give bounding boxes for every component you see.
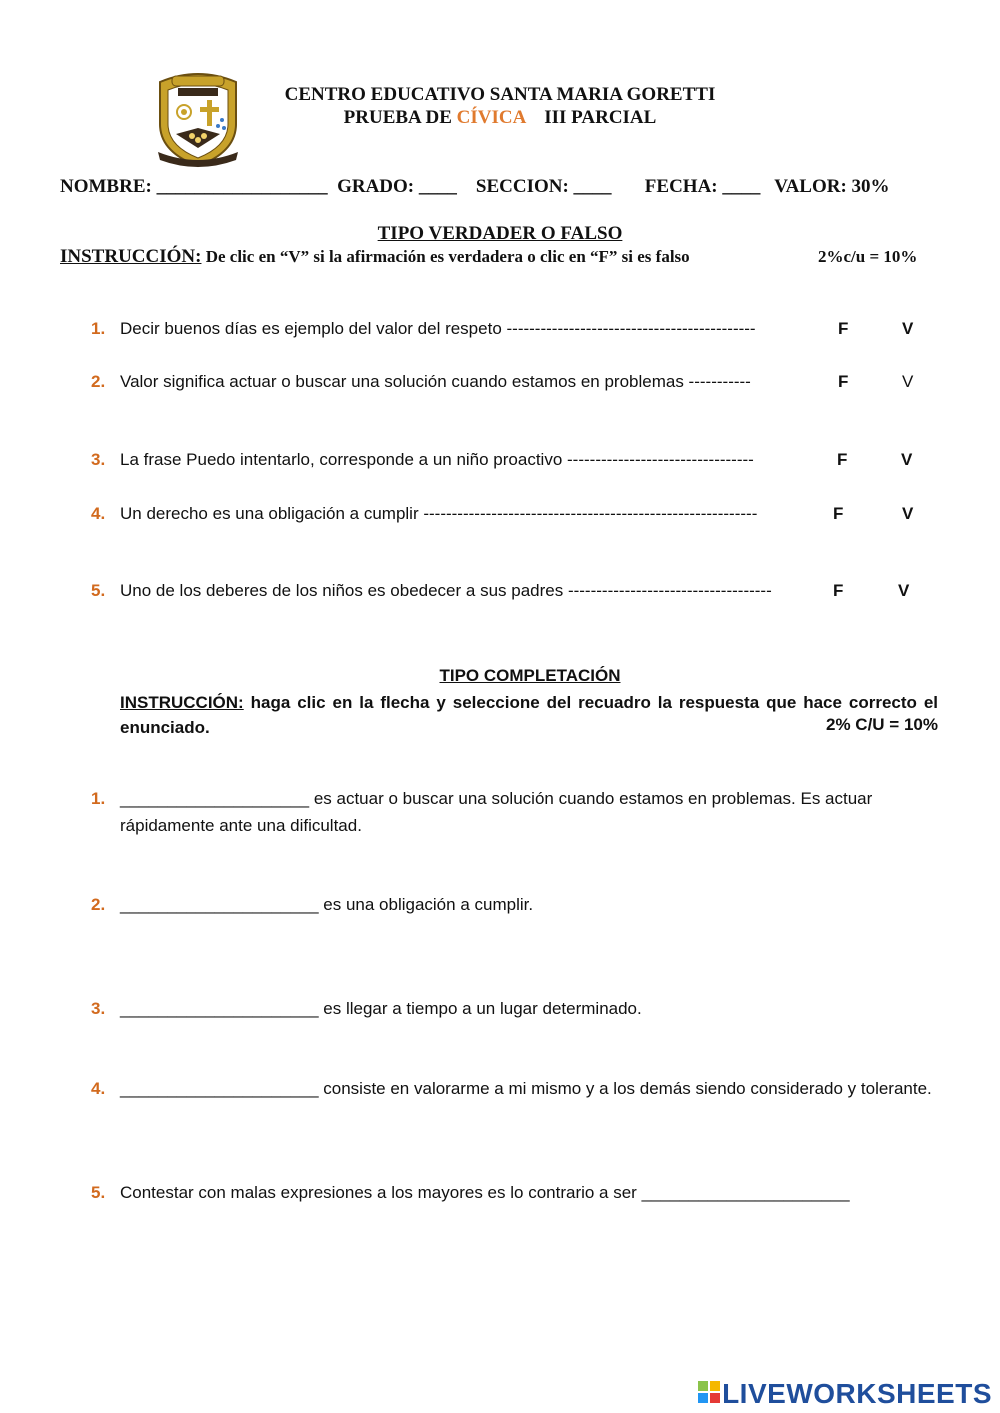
comp-text: es actuar o buscar una solución cuando estamos en problemas. Es actuar rápidamente ante una dificultad. [120, 789, 873, 835]
true-option[interactable]: V [902, 372, 914, 391]
tf-statement: Decir buenos días es ejemplo del valor del respeto -------------------------------------------- [120, 319, 756, 338]
false-option[interactable]: F [838, 372, 849, 391]
section1-points: 2%c/u = 10% [818, 247, 918, 266]
answer-dropdown[interactable]: _____________________ [120, 895, 319, 914]
tf-number: 1. [91, 319, 106, 338]
section2-instruction-text: haga clic en la flecha y seleccione del recuadro la respuesta que hace correcto el enunciado. [120, 693, 938, 737]
answer-dropdown[interactable]: _____________________ [120, 999, 319, 1018]
section2-points: 2% C/U = 10% [826, 715, 938, 734]
true-option[interactable]: V [902, 504, 914, 523]
comp-number: 3. [91, 999, 106, 1018]
comp-text: es llegar a tiempo a un lugar determinado. [318, 999, 642, 1018]
comp-statement [120, 1075, 940, 1102]
comp-statement [120, 891, 940, 918]
school-name: CENTRO EDUCATIVO SANTA MARIA GORETTI [284, 84, 716, 105]
nombre-field: NOMBRE: __________________ [60, 176, 328, 197]
section1-instruction [60, 246, 690, 268]
liveworksheets-logo-icon [698, 1381, 720, 1403]
student-info-line [60, 176, 890, 198]
comp-text: es una obligación a cumplir. [318, 895, 534, 914]
comp-statement [120, 785, 940, 839]
section1-instruction-text: De clic en “V” si la afirmación es verdadera o clic en “F” si es falso [201, 247, 690, 266]
false-option[interactable]: F [833, 504, 844, 523]
answer-dropdown[interactable]: ____________________ [120, 789, 310, 808]
section1-instruction-label: INSTRUCCIÓN: [60, 246, 202, 267]
tf-statement: Valor significa actuar o buscar una solución cuando estamos en problemas ----------- [120, 372, 751, 391]
tf-number: 4. [91, 504, 106, 523]
comp-number: 5. [91, 1183, 106, 1202]
comp-number: 4. [91, 1079, 106, 1098]
tf-number: 2. [91, 372, 106, 391]
section2-instruction-label: INSTRUCCIÓN: [120, 693, 244, 712]
answer-dropdown[interactable]: ______________________ [641, 1183, 850, 1202]
comp-statement [120, 1179, 940, 1206]
exam-prefix: PRUEBA DE [343, 107, 452, 128]
exam-title [0, 107, 1000, 129]
section2-title: TIPO COMPLETACIÓN [439, 666, 621, 685]
seccion-field: SECCION: ____ [475, 176, 612, 197]
tf-statement: La frase Puedo intentarlo, corresponde a un niño proactivo --------------------------------- [120, 450, 754, 469]
comp-text: Contestar con malas expresiones a los mayores es lo contrario a ser [120, 1183, 642, 1202]
false-option[interactable]: F [833, 581, 844, 600]
comp-text: consiste en valorarme a mi mismo y a los demás siendo considerado y tolerante. [318, 1079, 932, 1098]
tf-number: 3. [91, 450, 106, 469]
tf-statement: Uno de los deberes de los niños es obedecer a sus padres ------------------------------------ [120, 581, 772, 600]
liveworksheets-brand: LIVEWORKSHEETS [722, 1378, 992, 1409]
false-option[interactable]: F [837, 450, 848, 469]
section1-title: TIPO VERDADER O FALSO [377, 223, 623, 244]
comp-statement [120, 995, 940, 1022]
false-option[interactable]: F [838, 319, 849, 338]
answer-dropdown[interactable]: _____________________ [120, 1079, 319, 1098]
grado-field: GRADO: ____ [337, 176, 457, 197]
true-option[interactable]: V [898, 581, 910, 600]
exam-subject: CÍVICA [456, 107, 526, 128]
tf-number: 5. [91, 581, 106, 600]
true-option[interactable]: V [901, 450, 913, 469]
comp-number: 1. [91, 789, 106, 808]
comp-number: 2. [91, 895, 106, 914]
tf-statement: Un derecho es una obligación a cumplir ----------------------------------------------------------- [120, 504, 758, 523]
exam-parcial: III PARCIAL [544, 107, 657, 128]
valor-field: VALOR: 30% [774, 176, 890, 197]
true-option[interactable]: V [902, 319, 914, 338]
fecha-field: FECHA: ____ [644, 176, 761, 197]
